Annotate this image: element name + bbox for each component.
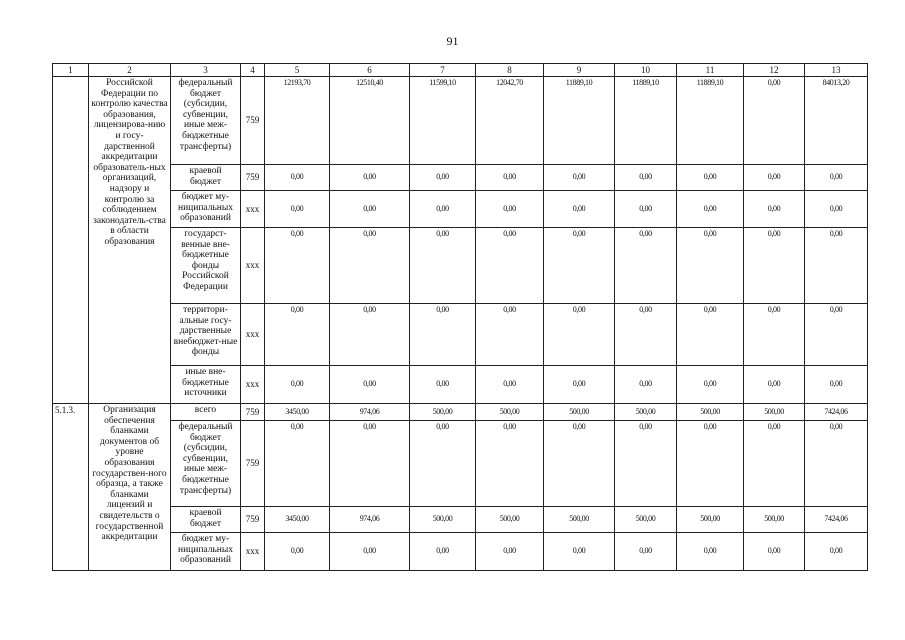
value-cell: 0,00: [805, 304, 868, 366]
value-cell: 84013,20: [805, 77, 868, 165]
column-header-12: 12: [744, 64, 805, 77]
value-cell: 0,00: [476, 304, 544, 366]
budget-code: 759: [241, 507, 265, 533]
table-row: [53, 421, 868, 507]
table-row: [53, 191, 868, 228]
value-cell: 11889,10: [544, 77, 615, 165]
value-cell: 11599,10: [410, 77, 476, 165]
column-header-6: 6: [330, 64, 410, 77]
value-cell: 500,00: [476, 404, 544, 421]
value-cell: 11889,10: [677, 77, 744, 165]
value-cell: 0,00: [410, 366, 476, 404]
value-cell: 0,00: [544, 191, 615, 228]
value-cell: 0,00: [265, 228, 330, 304]
page-number: 91: [446, 34, 459, 48]
value-cell: 0,00: [265, 366, 330, 404]
budget-code: ххх: [241, 533, 265, 571]
value-cell: 0,00: [677, 533, 744, 571]
table-row: [53, 366, 868, 404]
value-cell: 11889,10: [615, 77, 677, 165]
value-cell: 0,00: [330, 533, 410, 571]
value-cell: 0,00: [805, 191, 868, 228]
value-cell: 12193,70: [265, 77, 330, 165]
value-cell: 0,00: [544, 228, 615, 304]
column-header-7: 7: [410, 64, 476, 77]
value-cell: 0,00: [615, 533, 677, 571]
value-cell: 0,00: [330, 304, 410, 366]
value-cell: 0,00: [265, 165, 330, 191]
value-cell: 0,00: [677, 165, 744, 191]
value-cell: 0,00: [410, 304, 476, 366]
value-cell: 12042,70: [476, 77, 544, 165]
value-cell: 7424,06: [805, 507, 868, 533]
budget-table: [52, 63, 868, 571]
value-cell: 0,00: [330, 165, 410, 191]
value-cell: 0,00: [677, 304, 744, 366]
value-cell: 0,00: [265, 304, 330, 366]
budget-code: 759: [241, 404, 265, 421]
value-cell: 500,00: [544, 507, 615, 533]
funding-source: федеральный бюджет (субсидии, субвенции, иные меж-бюджетные трансферты): [171, 421, 241, 507]
item-number: [53, 77, 89, 404]
table-row: [53, 404, 868, 421]
table-row: [53, 533, 868, 571]
value-cell: 0,00: [805, 366, 868, 404]
column-header-3: 3: [171, 64, 241, 77]
value-cell: 0,00: [615, 421, 677, 507]
value-cell: 0,00: [544, 304, 615, 366]
value-cell: 0,00: [476, 191, 544, 228]
funding-source: территори-альные госу-дарственные внебюджет-ные фонды: [171, 304, 241, 366]
value-cell: 0,00: [677, 228, 744, 304]
table-row: [53, 228, 868, 304]
budget-code: 759: [241, 421, 265, 507]
funding-source: всего: [171, 404, 241, 421]
value-cell: 0,00: [615, 366, 677, 404]
value-cell: 0,00: [744, 228, 805, 304]
value-cell: 0,00: [615, 191, 677, 228]
value-cell: 0,00: [805, 165, 868, 191]
funding-source: краевой бюджет: [171, 507, 241, 533]
value-cell: 500,00: [744, 507, 805, 533]
value-cell: 0,00: [677, 191, 744, 228]
value-cell: 0,00: [677, 421, 744, 507]
value-cell: 0,00: [805, 228, 868, 304]
value-cell: 0,00: [410, 228, 476, 304]
value-cell: 0,00: [476, 421, 544, 507]
table-row: [53, 304, 868, 366]
value-cell: 0,00: [544, 533, 615, 571]
column-header-5: 5: [265, 64, 330, 77]
budget-code: 759: [241, 77, 265, 165]
value-cell: 0,00: [744, 421, 805, 507]
item-title: Организация обеспечения бланками документов об уровне образования государствен-ного образца, а также бланками лицензий и свидетельств о государственной аккредитации: [89, 404, 171, 571]
column-header-4: 4: [241, 64, 265, 77]
value-cell: 7424,06: [805, 404, 868, 421]
value-cell: 0,00: [677, 366, 744, 404]
value-cell: 0,00: [544, 421, 615, 507]
value-cell: 500,00: [677, 404, 744, 421]
value-cell: 0,00: [330, 366, 410, 404]
value-cell: 500,00: [744, 404, 805, 421]
funding-source: краевой бюджет: [171, 165, 241, 191]
value-cell: 0,00: [744, 77, 805, 165]
budget-code: ххх: [241, 304, 265, 366]
budget-code: ххх: [241, 366, 265, 404]
value-cell: 0,00: [330, 421, 410, 507]
value-cell: 0,00: [744, 191, 805, 228]
value-cell: 0,00: [744, 533, 805, 571]
value-cell: 0,00: [805, 421, 868, 507]
value-cell: 500,00: [544, 404, 615, 421]
value-cell: 0,00: [410, 421, 476, 507]
value-cell: 0,00: [410, 165, 476, 191]
value-cell: 0,00: [544, 366, 615, 404]
table-row: [53, 507, 868, 533]
funding-source: бюджет му-ниципальных образований: [171, 191, 241, 228]
value-cell: 0,00: [476, 165, 544, 191]
value-cell: 0,00: [544, 165, 615, 191]
column-header-1: 1: [53, 64, 89, 77]
table-row: [53, 165, 868, 191]
value-cell: 12510,40: [330, 77, 410, 165]
value-cell: 0,00: [265, 533, 330, 571]
value-cell: 3450,00: [265, 404, 330, 421]
value-cell: 0,00: [476, 228, 544, 304]
column-header-2: 2: [89, 64, 171, 77]
funding-source: иные вне-бюджетные источники: [171, 366, 241, 404]
value-cell: 0,00: [476, 366, 544, 404]
value-cell: 500,00: [410, 507, 476, 533]
budget-code: ххх: [241, 191, 265, 228]
funding-source: бюджет му-ниципальных образований: [171, 533, 241, 571]
funding-source: государст-венные вне-бюджетные фонды Российской Федерации: [171, 228, 241, 304]
value-cell: 500,00: [410, 404, 476, 421]
item-number: 5.1.3.: [53, 404, 89, 571]
table-row: [53, 77, 868, 165]
value-cell: 0,00: [615, 304, 677, 366]
value-cell: 500,00: [677, 507, 744, 533]
budget-code: 759: [241, 165, 265, 191]
column-header-8: 8: [476, 64, 544, 77]
value-cell: 0,00: [805, 533, 868, 571]
value-cell: 500,00: [476, 507, 544, 533]
value-cell: 0,00: [744, 304, 805, 366]
header-row: [53, 64, 868, 77]
value-cell: 500,00: [615, 507, 677, 533]
budget-code: ххх: [241, 228, 265, 304]
value-cell: 0,00: [330, 228, 410, 304]
item-title: Российской Федерации по контролю качества образования, лицензирова-нию и госу-дарственной аккредитации образователь-ных организаций, надзору и контролю за соблюдением законодатель-ства в области образования: [89, 77, 171, 404]
value-cell: 0,00: [744, 366, 805, 404]
value-cell: 0,00: [330, 191, 410, 228]
value-cell: 0,00: [615, 228, 677, 304]
value-cell: 0,00: [744, 165, 805, 191]
column-header-13: 13: [805, 64, 868, 77]
value-cell: 974,06: [330, 404, 410, 421]
column-header-9: 9: [544, 64, 615, 77]
value-cell: 3450,00: [265, 507, 330, 533]
value-cell: 500,00: [615, 404, 677, 421]
value-cell: 0,00: [410, 191, 476, 228]
value-cell: 0,00: [265, 421, 330, 507]
column-header-10: 10: [615, 64, 677, 77]
value-cell: 0,00: [476, 533, 544, 571]
column-header-11: 11: [677, 64, 744, 77]
funding-source: федеральный бюджет (субсидии, субвенции, иные меж-бюджетные трансферты): [171, 77, 241, 165]
value-cell: 0,00: [265, 191, 330, 228]
value-cell: 974,06: [330, 507, 410, 533]
value-cell: 0,00: [615, 165, 677, 191]
value-cell: 0,00: [410, 533, 476, 571]
